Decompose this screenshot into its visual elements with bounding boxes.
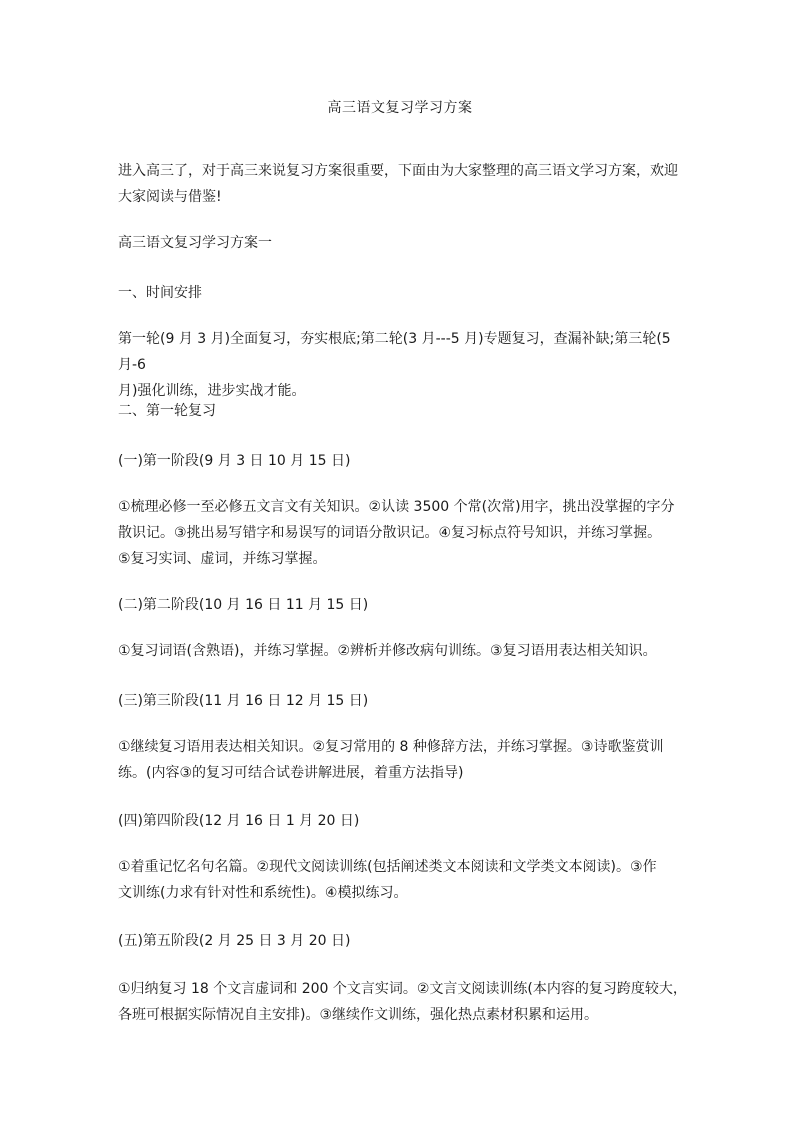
text-line: ①继续复习语用表达相关知识。②复习常用的 8 种修辞方法，并练习掌握。③诗歌鉴赏训 — [118, 739, 664, 755]
text-line: ①归纳复习 18 个文言虚词和 200 个文言实词。②文言文阅读训练(本内容的复习跨度较大， — [118, 981, 687, 997]
text-line: 二、第一轮复习 — [118, 403, 216, 419]
text-line: ①复习词语(含熟语)，并练习掌握。②辨析并修改病句训练。③复习语用表达相关知识。 — [118, 643, 657, 659]
text-line: 进入高三了，对于高三来说复习方案很重要，下面由为大家整理的高三语文学习方案，欢迎 — [118, 163, 678, 179]
stage-heading — [118, 928, 690, 954]
body-paragraph — [118, 854, 690, 906]
stage-heading — [118, 688, 690, 714]
text-line: (二)第二阶段(10 月 16 日 11 月 15 日) — [118, 597, 369, 613]
body-paragraph — [118, 734, 690, 786]
text-line: (五)第五阶段(2 月 25 日 3 月 20 日) — [118, 933, 351, 949]
body-paragraph — [118, 976, 690, 1028]
section-heading — [118, 398, 690, 424]
text-line: 练。(内容③的复习可结合试卷讲解进展，着重方法指导) — [118, 765, 464, 781]
text-line: 文训练(力求有针对性和系统性)。④模拟练习。 — [118, 885, 408, 901]
text-line: (三)第三阶段(11 月 16 日 12 月 15 日) — [118, 693, 369, 709]
text-line: ①梳理必修一至必修五文言文有关知识。②认读 3500 个常(次常)用字，挑出没掌握的字分 — [118, 499, 675, 515]
text-line: ⑤复习实词、虚词，并练习掌握。 — [118, 551, 327, 567]
body-paragraph — [118, 326, 690, 404]
stage-heading — [118, 808, 690, 834]
body-paragraph — [118, 638, 690, 664]
body-paragraph — [118, 494, 690, 572]
section-heading — [118, 230, 690, 256]
text-line: (四)第四阶段(12 月 16 日 1 月 20 日) — [118, 813, 360, 829]
stage-heading — [118, 448, 690, 474]
section-heading — [118, 280, 690, 306]
text-line: ①着重记忆名句名篇。②现代文阅读训练(包括阐述类文本阅读和文学类文本阅读)。③作 — [118, 859, 657, 875]
text-line: 大家阅读与借鉴! — [118, 189, 222, 205]
text-line: (一)第一阶段(9 月 3 日 10 月 15 日) — [118, 453, 351, 469]
text-line: 月)强化训练，进步实战才能。 — [118, 383, 306, 399]
document-title: 高三语文复习学习方案 — [327, 100, 473, 116]
text-line: 一、时间安排 — [118, 285, 202, 301]
text-line: 各班可根据实际情况自主安排)。③继续作文训练，强化热点素材积累和运用。 — [118, 1007, 599, 1023]
stage-heading — [118, 592, 690, 618]
text-line: 第一轮(9 月 3 月)全面复习，夯实根底;第二轮(3 月---5 月)专题复习，查漏补缺;第三轮(5 月-6 — [118, 331, 671, 373]
text-line: 高三语文复习学习方案一 — [118, 235, 272, 251]
text-line: 散识记。③挑出易写错字和易误写的词语分散识记。④复习标点符号知识，并练习掌握。 — [118, 525, 662, 541]
intro-paragraph — [118, 158, 690, 210]
